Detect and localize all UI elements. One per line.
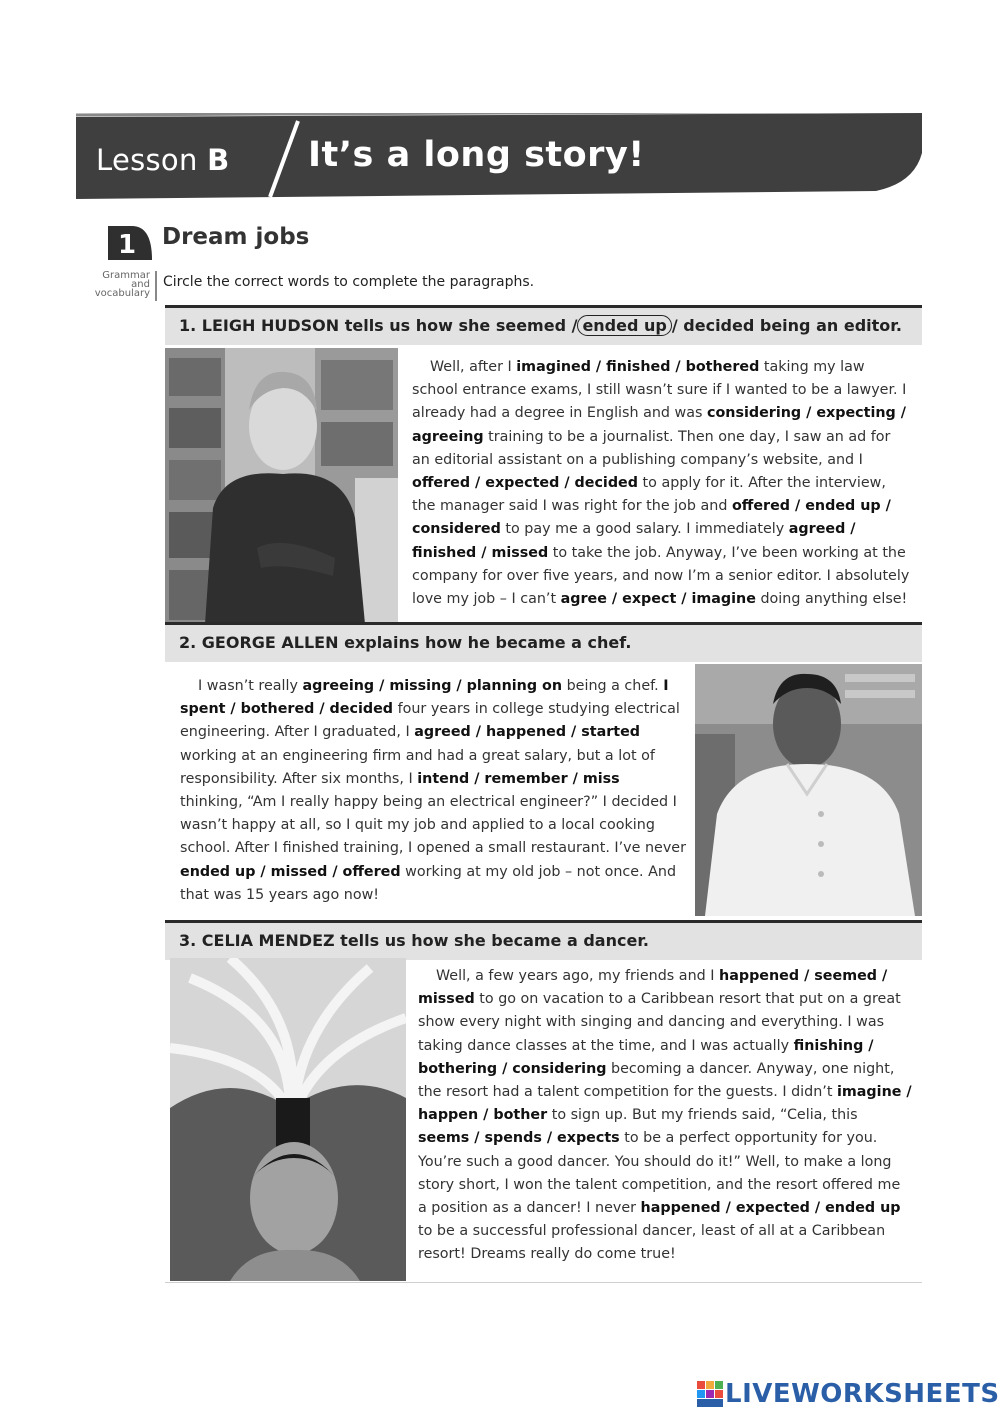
section-title: Dream jobs [162,224,310,250]
answer-choice[interactable]: agreed / happened / started [414,724,641,741]
story-1-heading: 1. LEIGH HUDSON tells us how she seemed / ended up / decided being an editor. [179,316,902,335]
lesson-title: It’s a long story! [308,135,645,175]
paragraph-text: Well, a few years ago, my friends and I [436,968,720,984]
liveworksheets-logo-icon [697,1381,723,1407]
story-3-paragraph [418,965,912,1267]
paragraph-text: being a chef. [562,678,664,694]
paragraph-text: to apply for it. After the interview, the manager said I was right for the job and [412,475,886,515]
paragraph-text: thinking, “Am I really happy being an electrical engineer?” I decided I wasn’t happy at all, so I quit my job and applied to a local cooking school. After I finished training, I opened a small restaurant. I’ve never [180,794,686,857]
answer-choice[interactable]: offered / expected / decided [412,475,638,492]
story-2-header [165,622,922,662]
story-2-paragraph [180,675,686,907]
paragraph-text: training to be a journalist. Then one day, I saw an ad for an editorial assistant on a publishing company’s website, and I [412,428,891,468]
story-1-header [165,305,922,345]
answer-choice[interactable]: considering / expecting / agreeing [412,405,906,445]
liveworksheets-logo [697,1379,1000,1409]
paragraph-text: to pay me a good salary. I immediately [500,521,789,538]
george-allen-photo [695,664,922,916]
lesson-label: Lesson B [96,143,230,177]
paragraph-text: taking my law school entrance exams, I still wasn’t sure if I wanted to be a lawyer. I already had a degree in English and was [412,359,907,422]
answer-choice[interactable]: ended up / missed / offered [180,863,401,880]
story-3-header [165,920,922,960]
story-1-paragraph [412,356,912,611]
brand-name[interactable]: LIVEWORKSHEETS [725,1379,1000,1409]
skill-divider [155,271,157,301]
paragraph-text: becoming a dancer. Anyway, one night, the resort had a talent competition for the guests. I didn’t [418,1060,895,1101]
answer-choice[interactable]: imagined / finished / bothered [516,359,760,375]
paragraph-text: I wasn’t really [198,678,303,694]
paragraph-text: to sign up. But my friends said, “Celia, this [547,1107,858,1124]
answer-choice[interactable]: seems / spends / expects [418,1130,620,1147]
paragraph-text: four years in college studying electrical engineering. After I graduated, I [180,701,680,741]
answer-choice[interactable]: imagine / happen / bother [418,1084,912,1124]
answer-choice[interactable]: intend / remember / miss [417,770,620,787]
section-number: 1 [118,230,137,260]
paragraph-text: to be a successful professional dancer, least of all at a Caribbean resort! Dreams really do come true! [418,1223,886,1263]
divider [165,1282,922,1283]
skill-label: Grammar and vocabulary [94,270,150,299]
paragraph-text: to take the job. Anyway, I’ve been working at the company for over five years, and now I’m a senior editor. I absolutely love my job – I can’t [412,544,910,608]
answer-choice[interactable]: offered / ended up / considered [412,498,891,538]
lesson-banner [76,113,922,199]
answer-choice[interactable]: agreed / finished / missed [412,521,856,561]
paragraph-text: working at my old job – not once. And that was 15 years ago now! [180,863,677,903]
answer-choice[interactable]: agree / expect / imagine [560,591,756,608]
paragraph-text: Well, after I [430,359,517,375]
paragraph-text: to be a perfect opportunity for you. You’re such a good dancer. You should do it!” Well, to make a long story short, I won the talent competition, and the resort offered me a position as a dancer! I never [418,1130,901,1217]
instruction-text: Circle the correct words to complete the paragraphs. [163,274,535,290]
circled-answer[interactable]: ended up [577,315,671,336]
answer-choice[interactable]: I spent / bothered / decided [180,678,669,718]
answer-choice[interactable]: finishing / bothering / considering [418,1037,874,1077]
paragraph-text: working at an engineering firm and had a great salary, but a lot of responsibility. After six months, I [180,747,655,787]
answer-choice[interactable]: happened / expected / ended up [640,1200,901,1217]
celia-mendez-photo [170,958,406,1281]
story-2-heading: 2. GEORGE ALLEN explains how he became a chef. [179,633,632,652]
story-3-heading: 3. CELIA MENDEZ tells us how she became a dancer. [179,931,650,950]
section-number-badge [108,226,152,260]
answer-choice[interactable]: agreeing / missing / planning on [302,678,563,694]
leigh-hudson-photo [165,348,398,624]
paragraph-text: to go on vacation to a Caribbean resort that put on a great show every night with singing and dancing and everything. I was taking dance classes at the time, and I was actually [418,991,901,1054]
answer-choice[interactable]: happened / seemed / missed [418,968,888,1008]
paragraph-text: doing anything else! [755,591,908,608]
